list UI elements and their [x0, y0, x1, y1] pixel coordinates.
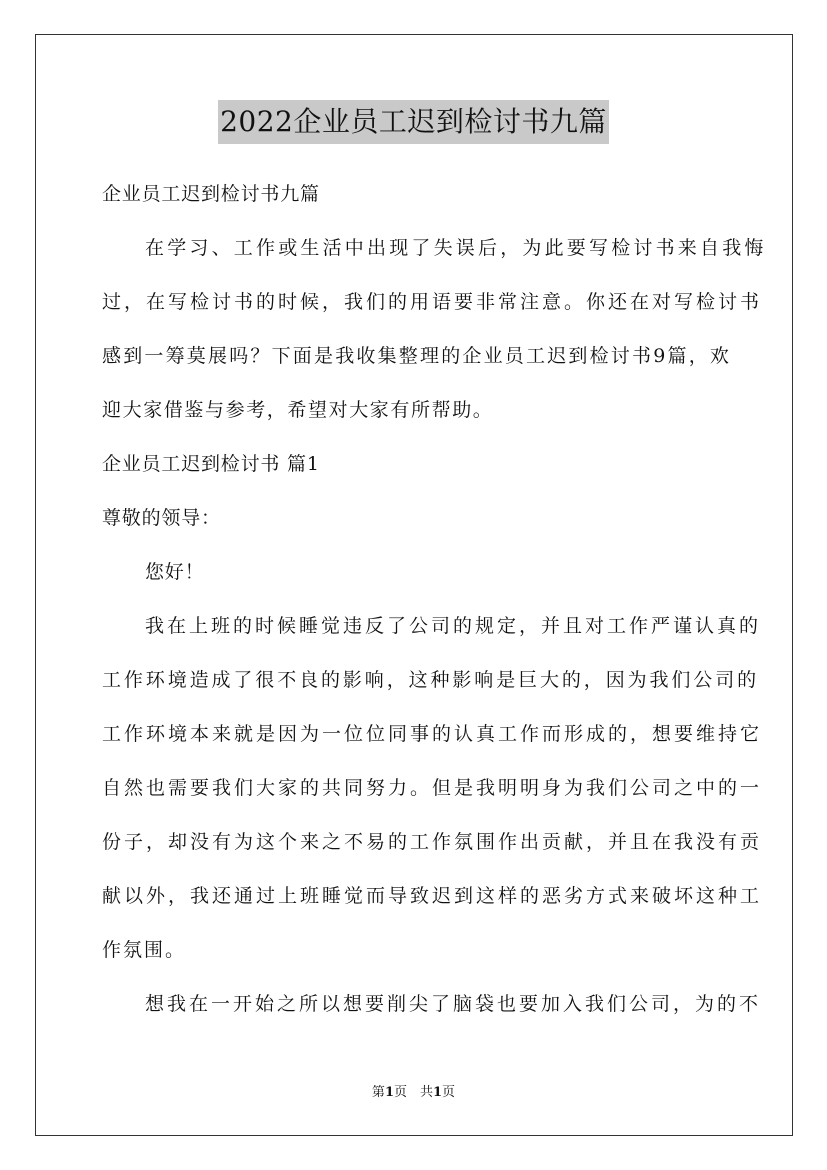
body-line-1: 我在上班的时候睡觉违反了公司的规定，并且对工作严谨认真的 [145, 615, 762, 637]
body-line-2: 工作环境造成了很不良的影响，这种影响是巨大的，因为我们公司的 [102, 669, 760, 691]
body-line-7: 作氛围。 [102, 939, 187, 961]
intro-line-3: 感到一筹莫展吗？下面是我收集整理的企业员工迟到检讨书9篇，欢 [102, 345, 732, 367]
footer-suffix: 页 [442, 1085, 456, 1100]
footer-page-number: 1 [384, 1085, 394, 1100]
body-line-3: 工作环境本来就是因为一位位同事的认真工作而形成的，想要维持它 [102, 723, 763, 745]
intro-line-4: 迎大家借鉴与参考，希望对大家有所帮助。 [102, 399, 494, 421]
footer-mid: 页 共 [393, 1085, 433, 1100]
intro-line-text: 在学习、工作或生活中出现了失误后，为此要写检讨书来自我悔 [145, 237, 767, 259]
body-line-8: 想我在一开始之所以想要削尖了脑袋也要加入我们公司，为的不 [145, 993, 762, 1015]
body-line-4: 自然也需要我们大家的共同努力。但是我明明身为我们公司之中的一 [102, 777, 763, 799]
footer-prefix: 第 [371, 1085, 385, 1100]
document-title: 2022企业员工迟到检讨书九篇 [218, 100, 609, 144]
salutation: 尊敬的领导： [102, 507, 221, 529]
page-footer [0, 1084, 827, 1102]
body-line-6: 献以外，我还通过上班睡觉而导致迟到这样的恶劣方式来破坏这种工 [102, 885, 763, 907]
greeting: 您好！ [145, 561, 205, 583]
intro-line-2: 过，在写检讨书的时候，我们的用语要非常注意。你还在对写检讨书 [102, 291, 763, 313]
body-line-5: 份子，却没有为这个来之不易的工作氛围作出贡献，并且在我没有贡 [102, 831, 763, 853]
document-subtitle: 企业员工迟到检讨书九篇 [102, 183, 320, 205]
section-heading: 企业员工迟到检讨书 篇1 [102, 453, 320, 475]
intro-line-1 [145, 236, 767, 260]
title-container [0, 100, 827, 144]
footer-page-total: 1 [433, 1085, 443, 1100]
